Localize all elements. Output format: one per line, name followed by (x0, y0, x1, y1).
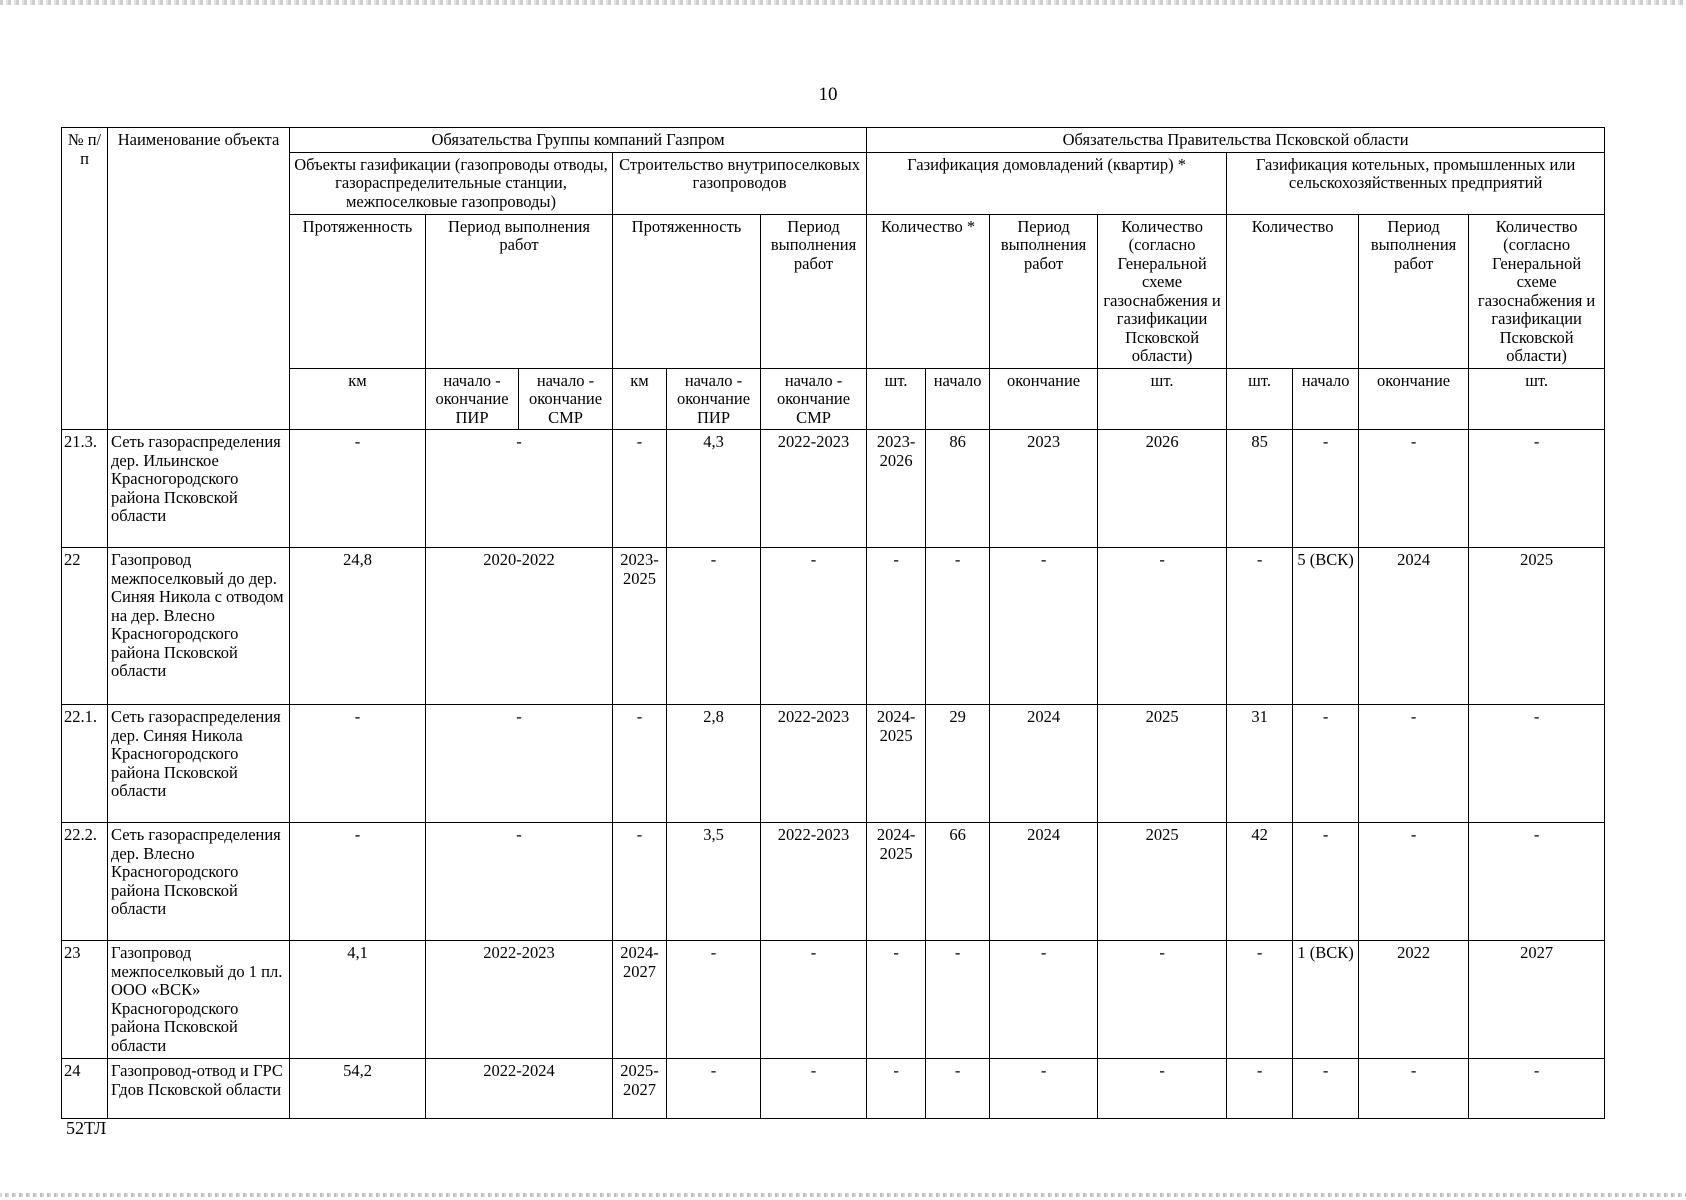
cell: - (1293, 1059, 1359, 1119)
unit-pir-1: начало - окончание ПИР (426, 368, 519, 430)
header-qty-scheme-households: Количество (согласно Генеральной схеме газоснабжения и газификации Псковской области) (1098, 214, 1227, 368)
cell: - (1293, 705, 1359, 823)
header-length-1: Протяженность (290, 214, 426, 368)
unit-end-boilers: окончание (1359, 368, 1469, 430)
cell: 2024 (990, 823, 1098, 941)
cell: 31 (1227, 705, 1293, 823)
cell: - (1227, 548, 1293, 705)
unit-pcs-households: шт. (867, 368, 926, 430)
cell: 2,8 (667, 705, 761, 823)
cell: 2024 (1359, 548, 1469, 705)
cell: 2023 (990, 430, 1098, 548)
cell: - (426, 705, 613, 823)
cell: 5 (ВСК) (1293, 548, 1359, 705)
cell: 2025 (1469, 548, 1605, 705)
cell: 4,1 (290, 941, 426, 1059)
row-name: Сеть газораспределения дер. Синяя Никола Красногородского района Псковской области (108, 705, 290, 823)
page-number: 10 (818, 84, 838, 105)
unit-pcs-boilers: шт. (1227, 368, 1293, 430)
header-qty-boilers: Количество (1227, 214, 1359, 368)
cell: 2024 (990, 705, 1098, 823)
row-num: 22.1. (62, 705, 108, 823)
cell: 2025 (1098, 823, 1227, 941)
header-construction: Строительство внутрипоселковых газопроводов (613, 152, 867, 214)
unit-start-households: начало (926, 368, 990, 430)
cell: 2022-2023 (426, 941, 613, 1059)
unit-pcs-scheme-households: шт. (1098, 368, 1227, 430)
scan-edge-bottom (0, 1193, 1686, 1197)
cell: - (1469, 823, 1605, 941)
cell: 29 (926, 705, 990, 823)
cell: 2023-2025 (613, 548, 667, 705)
cell: 85 (1227, 430, 1293, 548)
unit-pcs-scheme-boilers: шт. (1469, 368, 1605, 430)
cell: - (613, 823, 667, 941)
cell: 2024-2027 (613, 941, 667, 1059)
cell: - (1098, 941, 1227, 1059)
header-row-2 (62, 152, 1605, 214)
header-num: № п/п (62, 128, 108, 430)
header-period-2: Период выполнения работ (761, 214, 867, 368)
unit-smr-2: начало - окончание СМР (761, 368, 867, 430)
cell: - (926, 941, 990, 1059)
cell: - (1469, 430, 1605, 548)
table-row (62, 941, 1605, 1059)
row-name: Сеть газораспределения дер. Ильинское Красногородского района Псковской области (108, 430, 290, 548)
table-row (62, 1059, 1605, 1119)
cell: - (613, 430, 667, 548)
cell: - (667, 548, 761, 705)
header-row-1 (62, 128, 1605, 153)
cell: - (990, 941, 1098, 1059)
header-qty-scheme-boilers: Количество (согласно Генеральной схеме газоснабжения и газификации Псковской области) (1469, 214, 1605, 368)
cell: - (290, 823, 426, 941)
unit-end-households: окончание (990, 368, 1098, 430)
cell: 24,8 (290, 548, 426, 705)
cell: 2024-2025 (867, 823, 926, 941)
cell: 2027 (1469, 941, 1605, 1059)
cell: - (990, 548, 1098, 705)
cell: 2022-2023 (761, 705, 867, 823)
cell: - (867, 548, 926, 705)
row-name: Сеть газораспределения дер. Влесно Красногородского района Псковской области (108, 823, 290, 941)
header-name: Наименование объекта (108, 128, 290, 430)
cell: - (867, 1059, 926, 1119)
header-row-3 (62, 214, 1605, 368)
cell: 4,3 (667, 430, 761, 548)
header-length-2: Протяженность (613, 214, 761, 368)
row-num: 21.3. (62, 430, 108, 548)
cell: - (1469, 1059, 1605, 1119)
header-row-4 (62, 368, 1605, 430)
cell: 1 (ВСК) (1293, 941, 1359, 1059)
cell: 2023-2026 (867, 430, 926, 548)
header-gazprom: Обязательства Группы компаний Газпром (290, 128, 867, 153)
cell: 2022-2023 (761, 430, 867, 548)
header-households: Газификация домовладений (квартир) * (867, 152, 1227, 214)
header-pskov: Обязательства Правительства Псковской области (867, 128, 1605, 153)
cell: - (613, 705, 667, 823)
footer-code: 52ТЛ (66, 1118, 107, 1138)
header-period-1: Период выполнения работ (426, 214, 613, 368)
table-row (62, 823, 1605, 941)
row-name: Газопровод межпоселковый до 1 пл. ООО «ВСК» Красногородского района Псковской области (108, 941, 290, 1059)
cell: 2022 (1359, 941, 1469, 1059)
cell: - (990, 1059, 1098, 1119)
cell: - (761, 941, 867, 1059)
cell: - (1359, 430, 1469, 548)
cell: 2022-2023 (761, 823, 867, 941)
header-objects: Объекты газификации (газопроводы отводы, газораспределительные станции, межпоселковые газопроводы) (290, 152, 613, 214)
row-name: Газопровод-отвод и ГРС Гдов Псковской области (108, 1059, 290, 1119)
row-num: 24 (62, 1059, 108, 1119)
header-boilers: Газификация котельных, промышленных или сельскохозяйственных предприятий (1227, 152, 1605, 214)
cell: - (1098, 1059, 1227, 1119)
cell: 3,5 (667, 823, 761, 941)
unit-smr-1: начало - окончание СМР (519, 368, 613, 430)
cell: 42 (1227, 823, 1293, 941)
cell: - (1359, 823, 1469, 941)
cell: - (926, 548, 990, 705)
cell: 54,2 (290, 1059, 426, 1119)
cell: - (1227, 941, 1293, 1059)
cell: 2026 (1098, 430, 1227, 548)
table-row (62, 705, 1605, 823)
unit-km-2: км (613, 368, 667, 430)
cell: - (1098, 548, 1227, 705)
cell: 2020-2022 (426, 548, 613, 705)
table-row (62, 430, 1605, 548)
scan-edge-top (0, 0, 1686, 5)
unit-start-boilers: начало (1293, 368, 1359, 430)
cell: - (290, 430, 426, 548)
unit-km-1: км (290, 368, 426, 430)
header-qty-households: Количество * (867, 214, 990, 368)
cell: - (926, 1059, 990, 1119)
cell: - (867, 941, 926, 1059)
cell: - (1359, 1059, 1469, 1119)
cell: - (1359, 705, 1469, 823)
header-period-boilers: Период выполнения работ (1359, 214, 1469, 368)
cell: 86 (926, 430, 990, 548)
row-num: 23 (62, 941, 108, 1059)
cell: - (667, 941, 761, 1059)
cell: - (761, 1059, 867, 1119)
cell: 2025 (1098, 705, 1227, 823)
header-period-households: Период выполнения работ (990, 214, 1098, 368)
cell: 2025-2027 (613, 1059, 667, 1119)
cell: - (1293, 823, 1359, 941)
cell: - (1469, 705, 1605, 823)
cell: - (761, 548, 867, 705)
cell: 2024-2025 (867, 705, 926, 823)
cell: 66 (926, 823, 990, 941)
obligations-table (61, 127, 1605, 1119)
cell: - (426, 430, 613, 548)
cell: - (426, 823, 613, 941)
row-num: 22.2. (62, 823, 108, 941)
unit-pir-2: начало - окончание ПИР (667, 368, 761, 430)
table-row (62, 548, 1605, 705)
cell: - (1227, 1059, 1293, 1119)
cell: - (1293, 430, 1359, 548)
row-num: 22 (62, 548, 108, 705)
row-name: Газопровод межпоселковый до дер. Синяя Никола с отводом на дер. Влесно Красногородского района Псковской области (108, 548, 290, 705)
cell: - (667, 1059, 761, 1119)
cell: 2022-2024 (426, 1059, 613, 1119)
cell: - (290, 705, 426, 823)
